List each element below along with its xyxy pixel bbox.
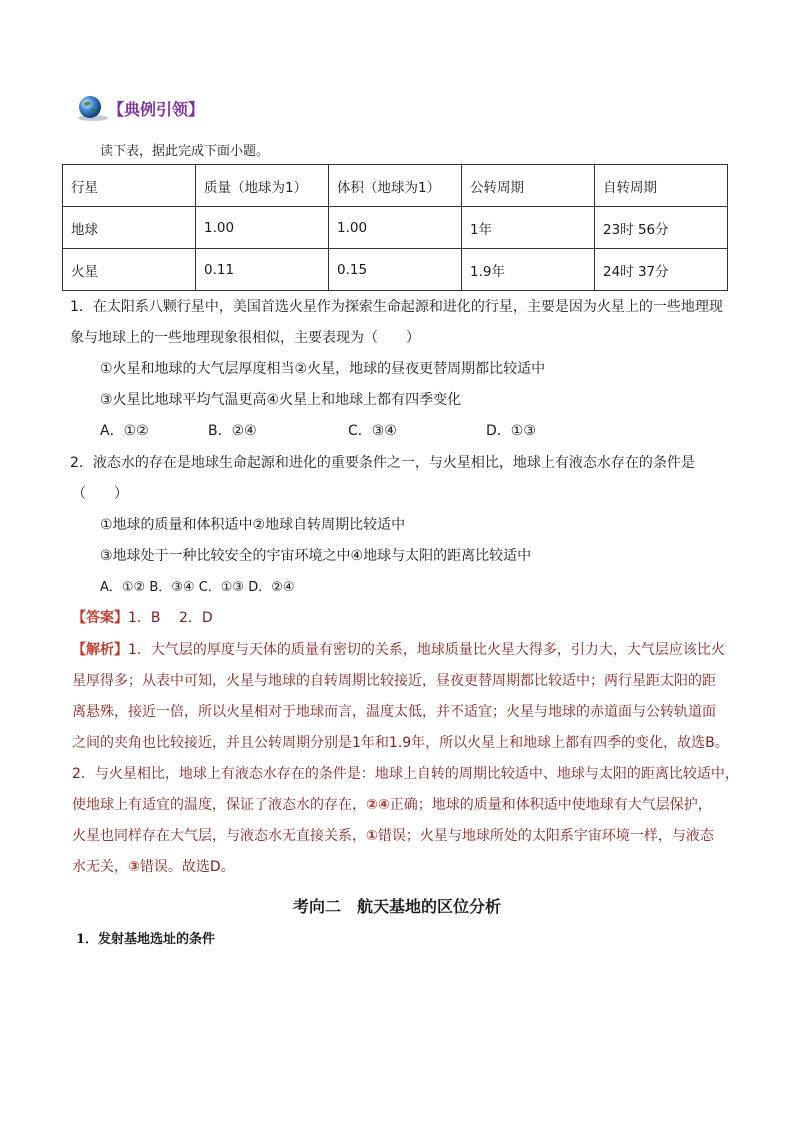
analysis-line	[72, 790, 712, 821]
planet-table	[62, 164, 728, 291]
choice-a: A．①②	[100, 423, 149, 439]
analysis-text: 正确；地球的质量和体积适中使地球有大气层保护，	[389, 797, 712, 813]
sub-heading: 1．发射基地选址的条件	[76, 932, 216, 947]
question-option: ①地球的质量和体积适中②地球自转周期比较适中	[100, 517, 406, 533]
question-text: 象与地球上的一些地理现象很相似，主要表现为（ ）	[70, 330, 420, 346]
question-text: （ ）	[72, 486, 128, 502]
section-title: 考向二 航天基地的区位分析	[292, 897, 501, 916]
intro-text: 读下表，据此完成下面小题。	[100, 144, 270, 159]
table-header-cell: 行星	[63, 165, 196, 207]
analysis-text: 火星也同样存在大气层，与液态水无直接关系，	[72, 828, 366, 844]
table-header-row	[63, 165, 728, 207]
table-cell: 23时 56分	[595, 207, 728, 249]
analysis-text: 水无关，	[72, 859, 128, 875]
circled-numbers: ②④	[366, 797, 390, 813]
table-cell: 火星	[63, 249, 196, 291]
circled-numbers: ①	[366, 828, 378, 844]
table-cell: 1.9年	[462, 249, 595, 291]
analysis-text: 使地球上有适宜的温度，保证了液态水的存在，	[72, 797, 366, 813]
analysis-line	[72, 635, 725, 666]
answer-text: 1．B 2．D	[128, 610, 213, 626]
table-header-cell: 公转周期	[462, 165, 595, 207]
question-option: ③火星比地球平均气温更高④火星上和地球上都有四季变化	[100, 392, 462, 408]
globe-icon	[76, 93, 106, 123]
table-row	[63, 207, 728, 249]
analysis-line: 之间的夹角也比较接近，并且公转周期分别是1年和1.9年，所以火星上和地球上都有四季的变化，故选B。	[72, 735, 729, 751]
table-row	[63, 249, 728, 291]
choice-d: D．①③	[486, 423, 536, 439]
table-cell: 地球	[63, 207, 196, 249]
table-cell: 1年	[462, 207, 595, 249]
question-text: 2．液态水的存在是地球生命起源和进化的重要条件之一，与火星相比，地球上有液态水存在的条件是	[70, 455, 695, 471]
choice-b: B．②④	[208, 423, 257, 439]
question-option: ③地球处于一种比较安全的宇宙环境之中④地球与太阳的距离比较适中	[100, 548, 532, 564]
table-cell: 0.11	[196, 249, 329, 291]
analysis-tag: 【解析】	[72, 642, 128, 658]
analysis-text: 错误。故选D。	[139, 859, 235, 875]
answer-line	[72, 603, 213, 634]
table-cell: 1.00	[329, 207, 462, 249]
analysis-line: 离悬殊，接近一倍，所以火星相对于地球而言，温度太低，并不适宜；火星与地球的赤道面与公转轨道面	[72, 704, 716, 720]
table-cell: 0.15	[329, 249, 462, 291]
circled-numbers: ③	[128, 859, 140, 875]
analysis-line: 星厚得多；从表中可知，火星与地球的自转周期比较接近，昼夜更替周期都比较适中；两行星距太阳的距	[72, 673, 716, 689]
choices-line: A．①② B．③④ C．①③ D．②④	[100, 580, 295, 595]
answer-tag: 【答案】	[72, 610, 128, 626]
question-option: ①火星和地球的大气层厚度相当②火星，地球的昼夜更替周期都比较适中	[100, 361, 546, 377]
table-header-cell: 质量（地球为1）	[196, 165, 329, 207]
table-header-cell: 自转周期	[595, 165, 728, 207]
question-text: 1．在太阳系八颗行星中，美国首选火星作为探索生命起源和进化的行星，主要是因为火星上的一些地理现	[70, 299, 723, 315]
section-header	[76, 94, 204, 122]
analysis-text: 1．大气层的厚度与天体的质量有密切的关系，地球质量比火星大得多，引力大，大气层应该比火	[128, 642, 725, 658]
section-label: 【典例引领】	[108, 99, 205, 119]
table-header-cell: 体积（地球为1）	[329, 165, 462, 207]
analysis-line: 2．与火星相比，地球上有液态水存在的条件是：地球上自转的周期比较适中、地球与太阳的距离比较适中，	[72, 766, 739, 782]
analysis-line	[72, 852, 235, 883]
choice-c: C．③④	[348, 423, 397, 439]
table-cell: 24时 37分	[595, 249, 728, 291]
analysis-text: 错误；火星与地球所处的太阳系宇宙环境一样，与液态	[377, 828, 714, 844]
analysis-line	[72, 821, 714, 852]
table-cell: 1.00	[196, 207, 329, 249]
